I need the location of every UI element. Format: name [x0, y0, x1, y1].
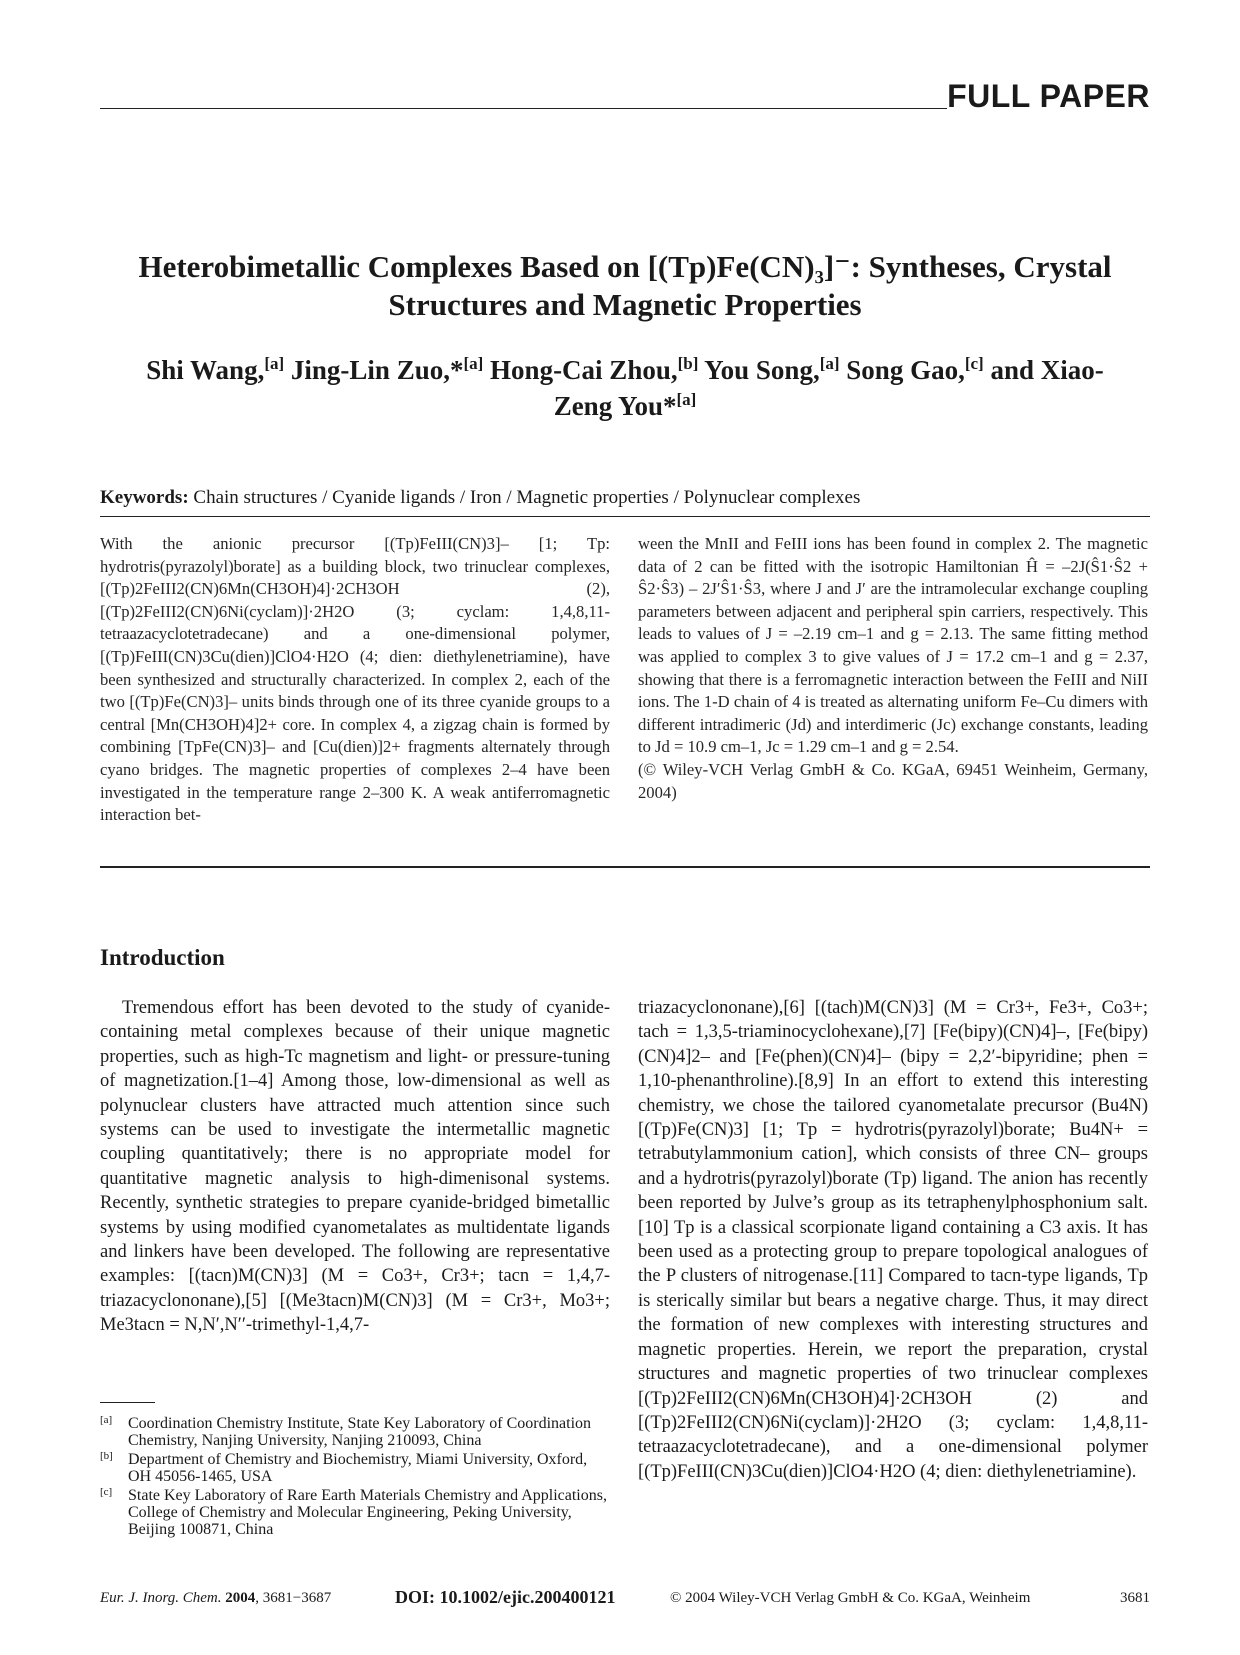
author-name: You Song, [698, 355, 820, 385]
introduction-paragraph-left: Tremendous effort has been devoted to the study of cyanide-containing metal complexes because of their unique magnetic properties, such as high-Tc magnetism and light- or pressure-tuning of magnetization.[1–4] Among those, low-dimensional as well as polynuclear clusters have attracted much attention since such systems can be used to investigate the intermetallic magnetic coupling quantitatively; there is no appropriate model for quantitative magnetic analysis to high-dimenisonal systems. Recently, synthetic strategies to prepare cyanide-bridged bimetallic systems by using modified cyanometalates as multidentate ligands and linkers have been developed. The following are representative examples: [(tacn)M(CN)3] (M = Co3+, Cr3+; tacn = 1,4,7-triazacyclononane),[5] [(Me3tacn)M(CN)3] (M = Cr3+, Mo3+; Me3tacn = N,N′,N′′-trimethyl-1,4,7- [100, 998, 610, 1336]
section-label: FULL PAPER [947, 78, 1150, 114]
author-line-1 [100, 352, 1150, 388]
introduction-paragraph-right: triazacyclononane),[6] [(tach)M(CN)3] (M = Cr3+, Fe3+, Co3+; tach = 1,3,5-triaminocyclohexane),[7] [Fe(bipy)(CN)4]–, [Fe(bipy)(CN)4]2– and [Fe(phen)(CN)4]– (bipy = 2,2′-bipyridine; phen = 1,10-phenanthroline).[8,9] In an effort to extend this interesting chemistry, we chose the tailored cyanometalate precursor (Bu4N)[(Tp)Fe(CN)3] [1; Tp = hydrotris(pyrazolyl)borate; Bu4N+ = tetrabutylammonium cation], which consists of three CN– groups and a hydrotris(pyrazolyl)borate (Tp) ligand. The anion has recently been reported by Julve’s group as its tetraphenylphosphonium salt.[10] Tp is a classical scorpionate ligand containing a C3 axis. It has been used as a protecting group to prepare topological analogues of the P clusters of nitrogenase.[11] Compared to tacn-type ligands, Tp is sterically similar but bears a negative charge. Thus, it may direct the formation of new complexes with interesting structures and magnetic properties. Herein, we report the preparation, crystal structures and magnetic properties of two trinuclear complexes [(Tp)2FeIII2(CN)6Mn(CH3OH)4]·2CH3OH (2) and [(Tp)2FeIII2(CN)6Ni(cyclam)]·2H2O (3; cyclam: 1,4,8,11-tetraazacyclotetradecane), and a one-dimensional polymer [(Tp)FeIII(CN)3Cu(dien)]ClO4·H2O (4; dien: diethylenetriamine). [638, 998, 1148, 1482]
footer-citation [100, 1590, 331, 1607]
body-right-column [638, 996, 1148, 1484]
abstract-left-column [100, 533, 610, 827]
affiliation-footnotes [100, 1415, 610, 1540]
author-name: Jing-Lin Zuo,* [284, 355, 464, 385]
footnote-tag: [c] [100, 1485, 113, 1498]
affiliation-mark: [c] [964, 354, 984, 373]
author-name: and Xiao- [983, 355, 1104, 385]
abstract-text-right: ween the MnII and FeIII ions has been found in complex 2. The magnetic data of 2 can be fitted with the isotropic Hamiltonian Ĥ = –2J(Ŝ1·Ŝ2 + Ŝ2·Ŝ3) – 2J′Ŝ1·Ŝ3, where J and J′ are the intramolecular exchange coupling parameters between adjacent and peripheral spin carriers, respectively. This leads to values of J = –2.19 cm–1 and g = 2.13. The same fitting method was applied to complex 3 to give values of J = 17.2 cm–1 and g = 2.37, showing that there is a ferromagnetic interaction between the FeIII and NiII ions. The 1-D chain of 4 is treated as alternating uniform Fe–Cu dimers with different intradimeric (Jd) and interdimeric (Jc) exchange constants, leading to Jd = 10.9 cm–1, Jc = 1.29 cm–1 and g = 2.54. [638, 534, 1148, 757]
abstract-text-left: With the anionic precursor [(Tp)FeIII(CN)3]– [1; Tp: hydrotris(pyrazolyl)borate] as a building block, two trinuclear complexes, [(Tp)2FeIII2(CN)6Mn(CH3OH)4]·2CH3OH (2), [(Tp)2FeIII2(CN)6Ni(cyclam)]·2H2O (3; cyclam: 1,4,8,11-tetraazacyclotetradecane) and a one-dimensional polymer, [(Tp)FeIII(CN)3Cu(dien)]ClO4·H2O (4; dien: diethylenetriamine), have been synthesized and structurally characterized. In complex 2, each of the two [(Tp)Fe(CN)3]– units binds through one of its three cyanide groups to a central [Mn(CH3OH)4]2+ core. In complex 4, a zigzag chain is formed by combining [TpFe(CN)3]– and [Cu(dien)]2+ fragments alternately through cyano bridges. The magnetic properties of complexes 2–4 have been investigated in the temperature range 2–300 K. A weak antiferromagnetic interaction bet- [100, 534, 610, 825]
author-line-2 [100, 388, 1150, 424]
article-title [100, 248, 1150, 324]
page-number: 3681 [1120, 1590, 1150, 1606]
footer-year: 2004 [225, 1590, 256, 1606]
author-name: Hong-Cai Zhou, [483, 355, 678, 385]
abstract-copyright: (© Wiley-VCH Verlag GmbH & Co. KGaA, 69451 Weinheim, Germany, 2004) [638, 759, 1148, 802]
footnote-text: State Key Laboratory of Rare Earth Materials Chemistry and Applications, College of Chemistry and Molecular Engineering, Peking University, Beijing 100871, China [128, 1486, 607, 1539]
footnote-item [100, 1451, 610, 1486]
footer-copyright: © 2004 Wiley-VCH Verlag GmbH & Co. KGaA, Weinheim [670, 1590, 1031, 1606]
footnote-rule [100, 1402, 155, 1403]
header-rule [100, 108, 947, 109]
title-line-2: Structures and Magnetic Properties [388, 287, 862, 322]
footnote-tag: [a] [100, 1414, 113, 1426]
abstract-bottom-rule [100, 866, 1150, 868]
affiliation-mark: [a] [463, 354, 484, 373]
footer-doi[interactable]: DOI: 10.1002/ejic.200400121 [395, 1587, 616, 1607]
footer-pages: , 3681−3687 [255, 1590, 332, 1606]
footnote-text: Department of Chemistry and Biochemistry, Miami University, Oxford, OH 45056-1465, USA [128, 1450, 588, 1486]
author-list [100, 352, 1150, 424]
footer-journal: Eur. J. Inorg. Chem. [100, 1590, 222, 1606]
footnote-text: Coordination Chemistry Institute, State Key Laboratory of Coordination Chemistry, Nanjing University, Nanjing 210093, China [128, 1415, 592, 1450]
affiliation-mark: [a] [676, 390, 697, 409]
abstract-top-rule [100, 516, 1150, 517]
keywords [100, 486, 1150, 510]
footnote-item [100, 1415, 610, 1450]
affiliation-mark: [a] [819, 354, 840, 373]
body-left-column [100, 996, 610, 1338]
footnote-item [100, 1487, 610, 1539]
author-name: Song Gao, [839, 355, 965, 385]
keywords-label: Keywords: [100, 487, 189, 508]
footnote-tag: [b] [100, 1449, 113, 1462]
affiliation-mark: [a] [264, 354, 285, 373]
affiliation-mark: [b] [677, 354, 699, 373]
section-heading-introduction: Introduction [100, 945, 225, 970]
title-line-1: Heterobimetallic Complexes Based on [(Tp)Fe(CN)₃]⁻: Syntheses, Crystal [138, 249, 1112, 284]
keywords-text: Chain structures / Cyanide ligands / Iron / Magnetic properties / Polynuclear complexes [188, 487, 861, 508]
author-name: Zeng You* [553, 391, 677, 421]
author-name: Shi Wang, [146, 355, 265, 385]
abstract-right-column [638, 533, 1148, 804]
